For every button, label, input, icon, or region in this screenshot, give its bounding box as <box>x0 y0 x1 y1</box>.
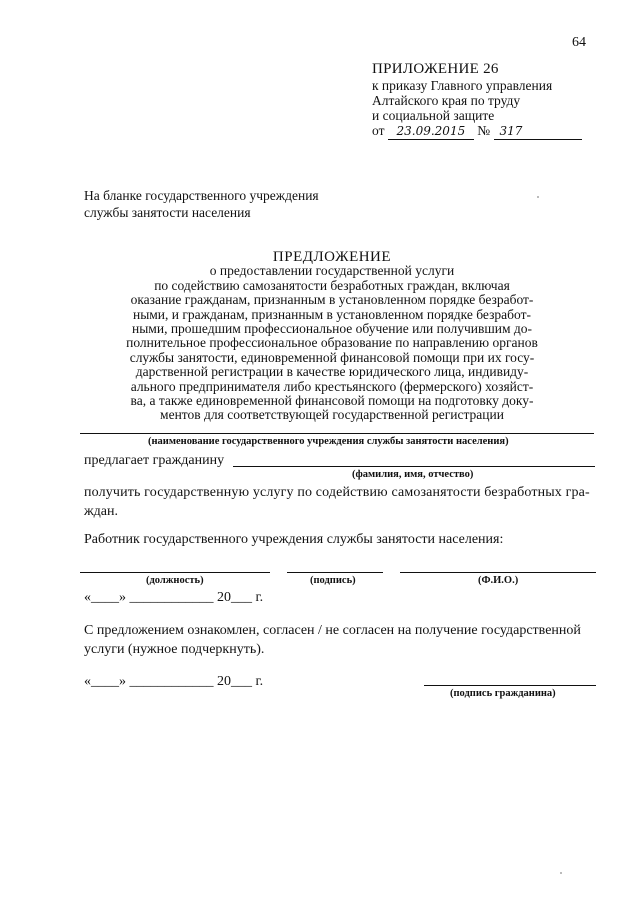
appendix-line-2: Алтайского края по труду <box>372 93 521 108</box>
order-date: 23.09.2015 <box>388 124 474 140</box>
proposal-line-11: ментов для соответствующей государственной регистрации <box>160 407 504 423</box>
citizen-signature-caption: (подпись гражданина) <box>450 688 556 699</box>
proposal-line-1: о предоставлении государственной услуги <box>209 263 455 279</box>
proposal-line-10: ва, а также единовременной финансовой помощи на подготовку доку- <box>130 393 534 409</box>
proposal-line-3: оказание гражданам, признанным в установленном порядке безработ- <box>130 292 534 308</box>
page-number: 64 <box>572 35 586 50</box>
fio-caption: (фамилия, имя, отчество) <box>352 469 474 480</box>
letterhead-note-line-2: службы занятости населения <box>84 205 251 220</box>
name-caption: (Ф.И.О.) <box>478 575 519 586</box>
proposal-heading-block <box>112 250 552 423</box>
employee-fio-field[interactable] <box>400 572 596 573</box>
date-line-employee[interactable]: «____» ____________ 20___ г. <box>84 590 264 605</box>
proposal-line-9: ального предпринимателя либо крестьянского (фермерского) хозяйст- <box>130 378 534 394</box>
order-number-label: № <box>477 123 491 138</box>
scan-speck <box>537 196 539 198</box>
appendix-title: ПРИЛОЖЕНИЕ 26 <box>372 61 499 77</box>
proposal-line-6: полнительное профессиональное образование по направлению органов <box>126 335 538 351</box>
offers-label: предлагает гражданину <box>84 453 225 468</box>
appendix-block <box>372 62 612 140</box>
letterhead-note <box>84 187 319 221</box>
service-text-line-2: ждан. <box>84 504 119 519</box>
agreement-text-line-2: услуги (нужное подчеркнуть). <box>84 642 265 657</box>
proposal-line-4: ными, и гражданам, признанным в установленном порядке безработ- <box>132 306 532 322</box>
proposal-line-2: по содействию самозанятости безработных граждан, включая <box>154 277 510 293</box>
citizen-name-field[interactable] <box>233 466 595 467</box>
scan-speck <box>560 872 562 874</box>
service-text-line-1: получить государственную услугу по содействию самозанятости безработных гра- <box>84 485 590 500</box>
proposal-heading: ПРЕДЛОЖЕНИЕ <box>272 249 392 265</box>
institution-caption: (наименование государственного учреждения службы занятости населения) <box>148 436 509 447</box>
proposal-line-7: службы занятости, единовременной финансовой помощи при их госу- <box>129 349 535 365</box>
appendix-line-3: и социальной защите <box>372 108 495 123</box>
employee-label: Работник государственного учреждения службы занятости населения: <box>84 532 504 547</box>
letterhead-note-line-1: На бланке государственного учреждения <box>84 188 319 203</box>
signature-caption: (подпись) <box>310 575 356 586</box>
position-caption: (должность) <box>146 575 204 586</box>
citizen-signature-field[interactable] <box>424 685 596 686</box>
position-field[interactable] <box>80 572 270 573</box>
order-line <box>372 123 612 140</box>
signature-field[interactable] <box>287 572 383 573</box>
proposal-line-5: ными, прошедшим профессиональное обучение или получившим до- <box>132 321 532 337</box>
order-number: 317 <box>494 124 582 140</box>
institution-name-field[interactable] <box>80 433 594 434</box>
appendix-line-1: к приказу Главного управления <box>372 78 553 93</box>
agreement-text-line-1: С предложением ознакомлен, согласен / не согласен на получение государственной <box>84 623 581 638</box>
proposal-line-8: дарственной регистрации в качестве юридического лица, индивиду- <box>135 364 529 380</box>
date-line-citizen[interactable]: «____» ____________ 20___ г. <box>84 674 264 689</box>
order-prefix: от <box>372 123 385 138</box>
